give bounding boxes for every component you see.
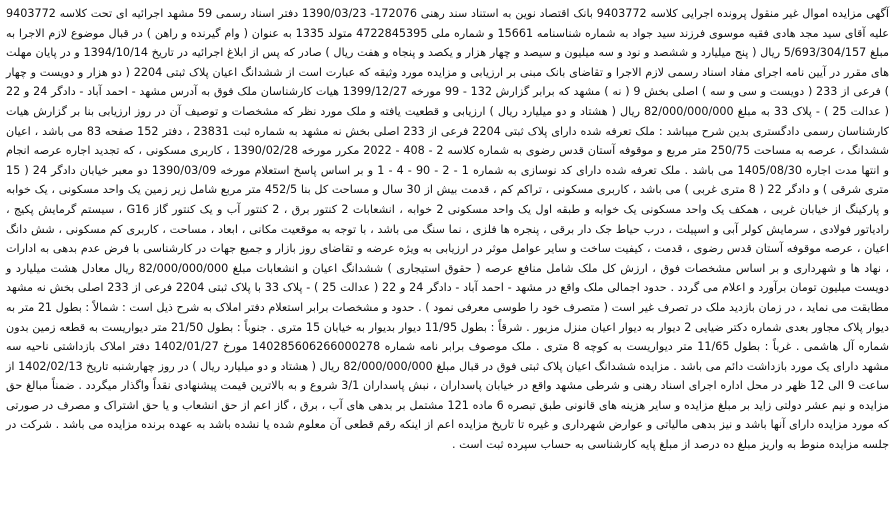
auction-notice-text: آگهی مزایده اموال غیر منقول پرونده اجرایی کلاسه 9403772 بانک اقتصاد نوین به استناد سند رهنی 172076- 1390/03/23 دفتر اسناد رسمی 59 مشهد اجرائیه ای تحت کلاسه 9403772 علیه آقای سید مجد هادی فقیه موسوی فرزند سید جواد به شماره شناسنامه 15661 و شماره ملی 4722845395 متولد 1335 به عنوان ( وام گیرنده و راهن ) در قبال موضوع لازم الاجرا به مبلغ 5/693/304/157 ریال ( پنج میلیارد و ششصد و نود و سه میلیون و سیصد و چهار هزار و یکصد و پنجاه و هفت ریال ) صادر که پس از ابلاغ اجرائیه در تاریخ 1394/10/14 و در پایان مهلت های مقرر در آیین نامه اجرای مفاد اسناد رسمی لازم الاجرا و تقاضای بانک مبنی بر ارزیابی و مزایده مورد وثیقه که عبارت است از ششدانگ اعیان پلاک ثبتی 2204 ( دو هزار و دویست و چهار ) فرعی از 233 ( دویست و سی و سه ) اصلی بخش 9 ( نه ) مشهد که برابر گزارش 132 - 99 مورخه 1399/12/27 هیات کارشناسان ملک فوق به آدرس مشهد - احمد آباد - دادگر 24 و 22 ( عدالت 25 ) - پلاک 33 به مبلغ 82/000/000/000 ریال ( هشتاد و دو میلیارد ریال ) ارزیابی و قطعیت یافته و ملک مورد نظر که مشخصات و توصیف آن در روز ارزیابی بنا بر گزارش هیات کارشناسان رسمی دادگستری بدین شرح میباشد : ملک تعرفه شده دارای پلاک ثبتی 2204 فرعی از 233 اصلی بخش نه مشهد به شماره ثبت 23831 ، دفتر 152 صفحه 83 می باشد ، اعیان ششدانگ ، عرصه به مساحت 250/75 متر مربع و موقوفه آستان قدس رضوی به شماره کلاسه 2 - 408 - 2022 مکرر مورخه 1390/02/28 ، کاربری مسکونی ، که تجدید اجاره عرصه انجام و انتها مدت اجاره 1405/08/30 می باشد . ملک تعرفه شده دارای کد نوسازی به شماره 1 - 2 - 90 - 4 - 1 و بر اساس پاسخ استعلام مورخه 1390/03/09 دو معبر خیابان دادگر 24 ( 15 متری شرقی ) و دادگر 22 ( 8 متری غربی ) می باشد ، کاربری مسکونی ، تراکم کم ، قدمت بیش از 30 سال و مساحت کل بنا 452/5 متر مربع شامل زیر زمین یک واحد مسکونی ، یک خوابه و پارکینگ از خیابان غربی ، همکف یک واحد مسکونی یک خوابه و طبقه اول یک واحد مسکونی 2 خوابه ، انشعابات 2 کنتور برق ، 2 کنتور آب و یک کنتور گاز G16 ، سیستم گرمایش پکیج ، رادیاتور فولادی ، سرمایش کولر آبی و اسپیلت ، درب حیاط جک دار برقی ، پنجره ها فلزی ، نما سنگ می باشد ، با توجه به موقعیت مکانی ، ابعاد ، مساحت ، کاربری کم مسکونی ، شش دانگ اعیان ، عرصه موقوفه آستان قدس رضوی ، قدمت ، کیفیت ساخت و سایر عوامل موثر در ارزیابی به ویژه عرضه و تقاضای روز بازار و جمیع جهات در کارشناسی با فرض عدم بدهی به ادارات ، نهاد ها و شهرداری و بر اساس مشخصات فوق ، ارزش کل ملک شامل منافع عرصه ( حقوق استیجاری ) ششدانگ اعیان و انشعابات مبلغ 82/000/000/000 ریال معادل هشت میلیارد و دویست میلیون تومان برآورد و اعلام می گردد . حدود اجمالی ملک واقع در مشهد - احمد آباد - دادگر 24 و 22 ( عدالت 25 ) - پلاک 33 با پلاک ثبتی 2204 فرعی از 233 اصلی بخش نه مشهد مطابقت می نماید ، در زمان بازدید ملک در تصرف غیر است ( متصرف خود را طوسی معرفی نمود ) . حدود و مشخصات برابر استعلام دفتر املاک به شرح ذیل است : شمالاً : بطول 21 متر به دیوار پلاک مجاور بعدی شماره دکتر ضیایی 2 دیوار به دیوار اعیان منزل مزبور . شرقاً : بطول 11/95 دیوار بدیوار به خیابان 15 متری . جنوباً : بطول 21/50 متر دیواریست به قطعه زمین بدون شماره آل هاشمی . غرباً : بطول 11/65 متر دیواریست به کوچه 8 متری . ملک موصوف برابر نامه شماره 140285606266000278 مورخ 1402/01/27 دفتر املاک بازداشتی ناحیه سه مشهد دارای یک مورد بازداشت دائم می باشد . مزایده ششدانگ اعیان پلاک ثبتی فوق در قبال مبلغ 82/000/000/000 ریال ( هشتاد و دو میلیارد ریال ) در روز چهارشنبه تاریخ 1402/02/13 از ساعت 9 الی 12 ظهر در محل اداره اجرای اسناد رهنی و شرطی مشهد واقع در خیابان پاسداران ، نبش پاسداران 3/1 شروع و به بالاترین قیمت پیشنهادی نقداً واگذار میگردد . ضمناً مبالغ حق مزایده و نیم عشر دولتی زاید بر مبلغ مزایده و سایر هزینه های قانونی طبق تبصره 6 ماده 121 مشتمل بر بدهی های آب ، برق ، گاز اعم از حق انشعاب و یا حق اشتراک و مصرف در صورتی که مورد مزایده دارای آنها باشد و نیز بدهی مالیاتی و عوارض شهرداری و غیره تا تاریخ مزایده اعم از اینکه رقم قطعی آن معلوم شده یا نشده باشد به عهده برنده مزایده می باشد . شرکت در جلسه مزایده منوط به واریز مبلغ ده درصد از مبلغ پایه کارشناسی به حساب سپرده ثبت است . (6, 7, 890, 452)
